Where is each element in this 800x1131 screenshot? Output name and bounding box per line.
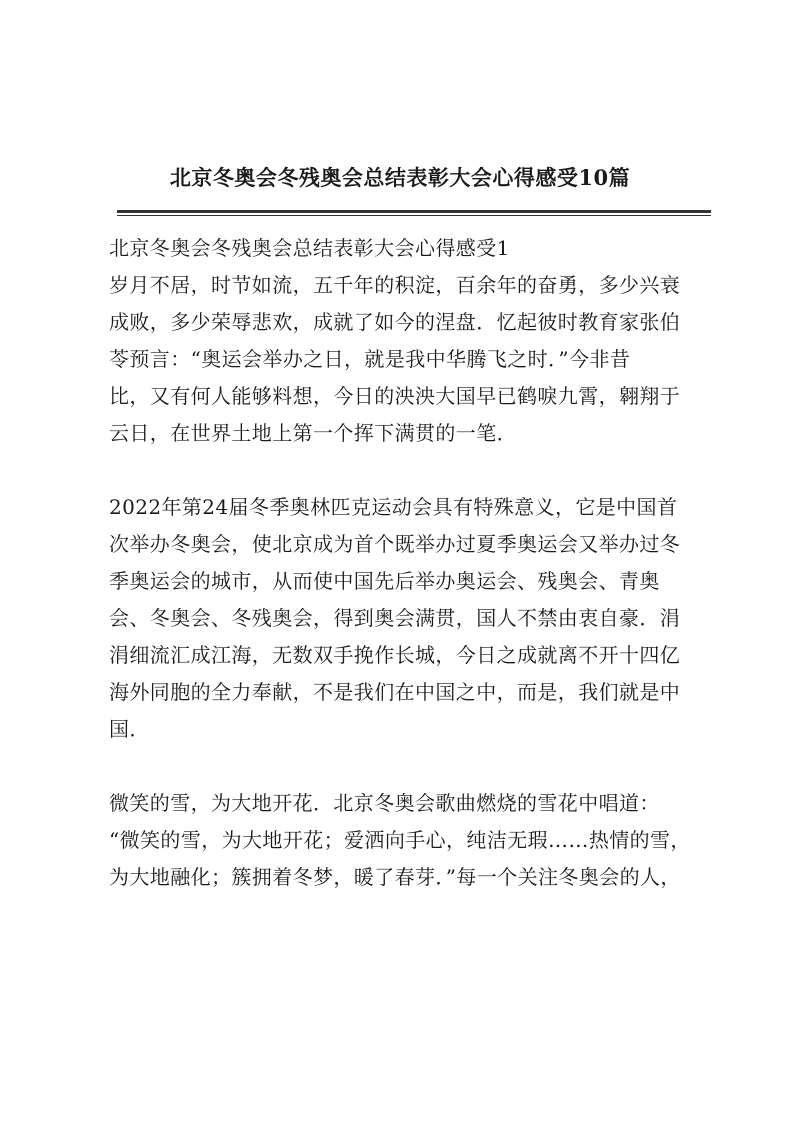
paragraph-line: 次举办冬奥会，使北京成为首个既举办过夏季奥运会又举办过冬 [109,532,681,556]
paragraph-line: 岁月不居，时节如流，五千年的积淀，百余年的奋勇，多少兴衰 [109,273,681,297]
paragraph-line: “微笑的雪，为大地开花；爱洒向手心，纯洁无瑕……热情的雪， [109,828,691,852]
title-rule-thin [117,215,711,216]
paragraph-line: 国． [109,717,150,741]
paragraph-spacer [109,748,713,785]
paragraph-line: 云日，在世界土地上第一个挥下满贯的一笔． [109,421,517,445]
paragraph-3 [109,785,713,896]
paragraph-line: 会、冬奥会、冬残奥会，得到奥会满贯，国人不禁由衷自豪．涓 [109,606,681,630]
paragraph-line: 2022年第24届冬季奥林匹克运动会具有特殊意义，它是中国首 [109,495,678,519]
paragraph-line: 比，又有何人能够料想，今日的泱泱大国早已鹤唳九霄，翱翔于 [109,384,681,408]
paragraph-1 [109,267,713,452]
document-body [109,230,713,896]
paragraph-2 [109,489,713,748]
paragraph-line: 季奥运会的城市，从而使中国先后举办奥运会、残奥会、青奥 [109,569,660,593]
paragraph-line: 为大地融化；簇拥着冬梦，暖了春芽．”每一个关注冬奥会的人， [109,865,681,889]
paragraph-line: 微笑的雪，为大地开花．北京冬奥会歌曲燃烧的雪花中唱道： [109,791,660,815]
document-title: 北京冬奥会冬残奥会总结表彰大会心得感受10篇 [169,165,631,190]
paragraph-spacer [109,452,713,489]
title-rule-thick [117,210,711,213]
paragraph-line: 海外同胞的全力奉献，不是我们在中国之中，而是，我们就是中 [109,680,681,704]
paragraph-line: 涓细流汇成江海，无数双手挽作长城，今日之成就离不开十四亿 [109,643,681,667]
paragraph-line: 苓预言：“奥运会举办之日，就是我中华腾飞之时．”今非昔 [109,347,631,371]
paragraph-line: 成败，多少荣辱悲欢，成就了如今的涅盘．忆起彼时教育家张伯 [109,310,681,334]
section-heading: 北京冬奥会冬残奥会总结表彰大会心得感受1 [109,236,510,260]
